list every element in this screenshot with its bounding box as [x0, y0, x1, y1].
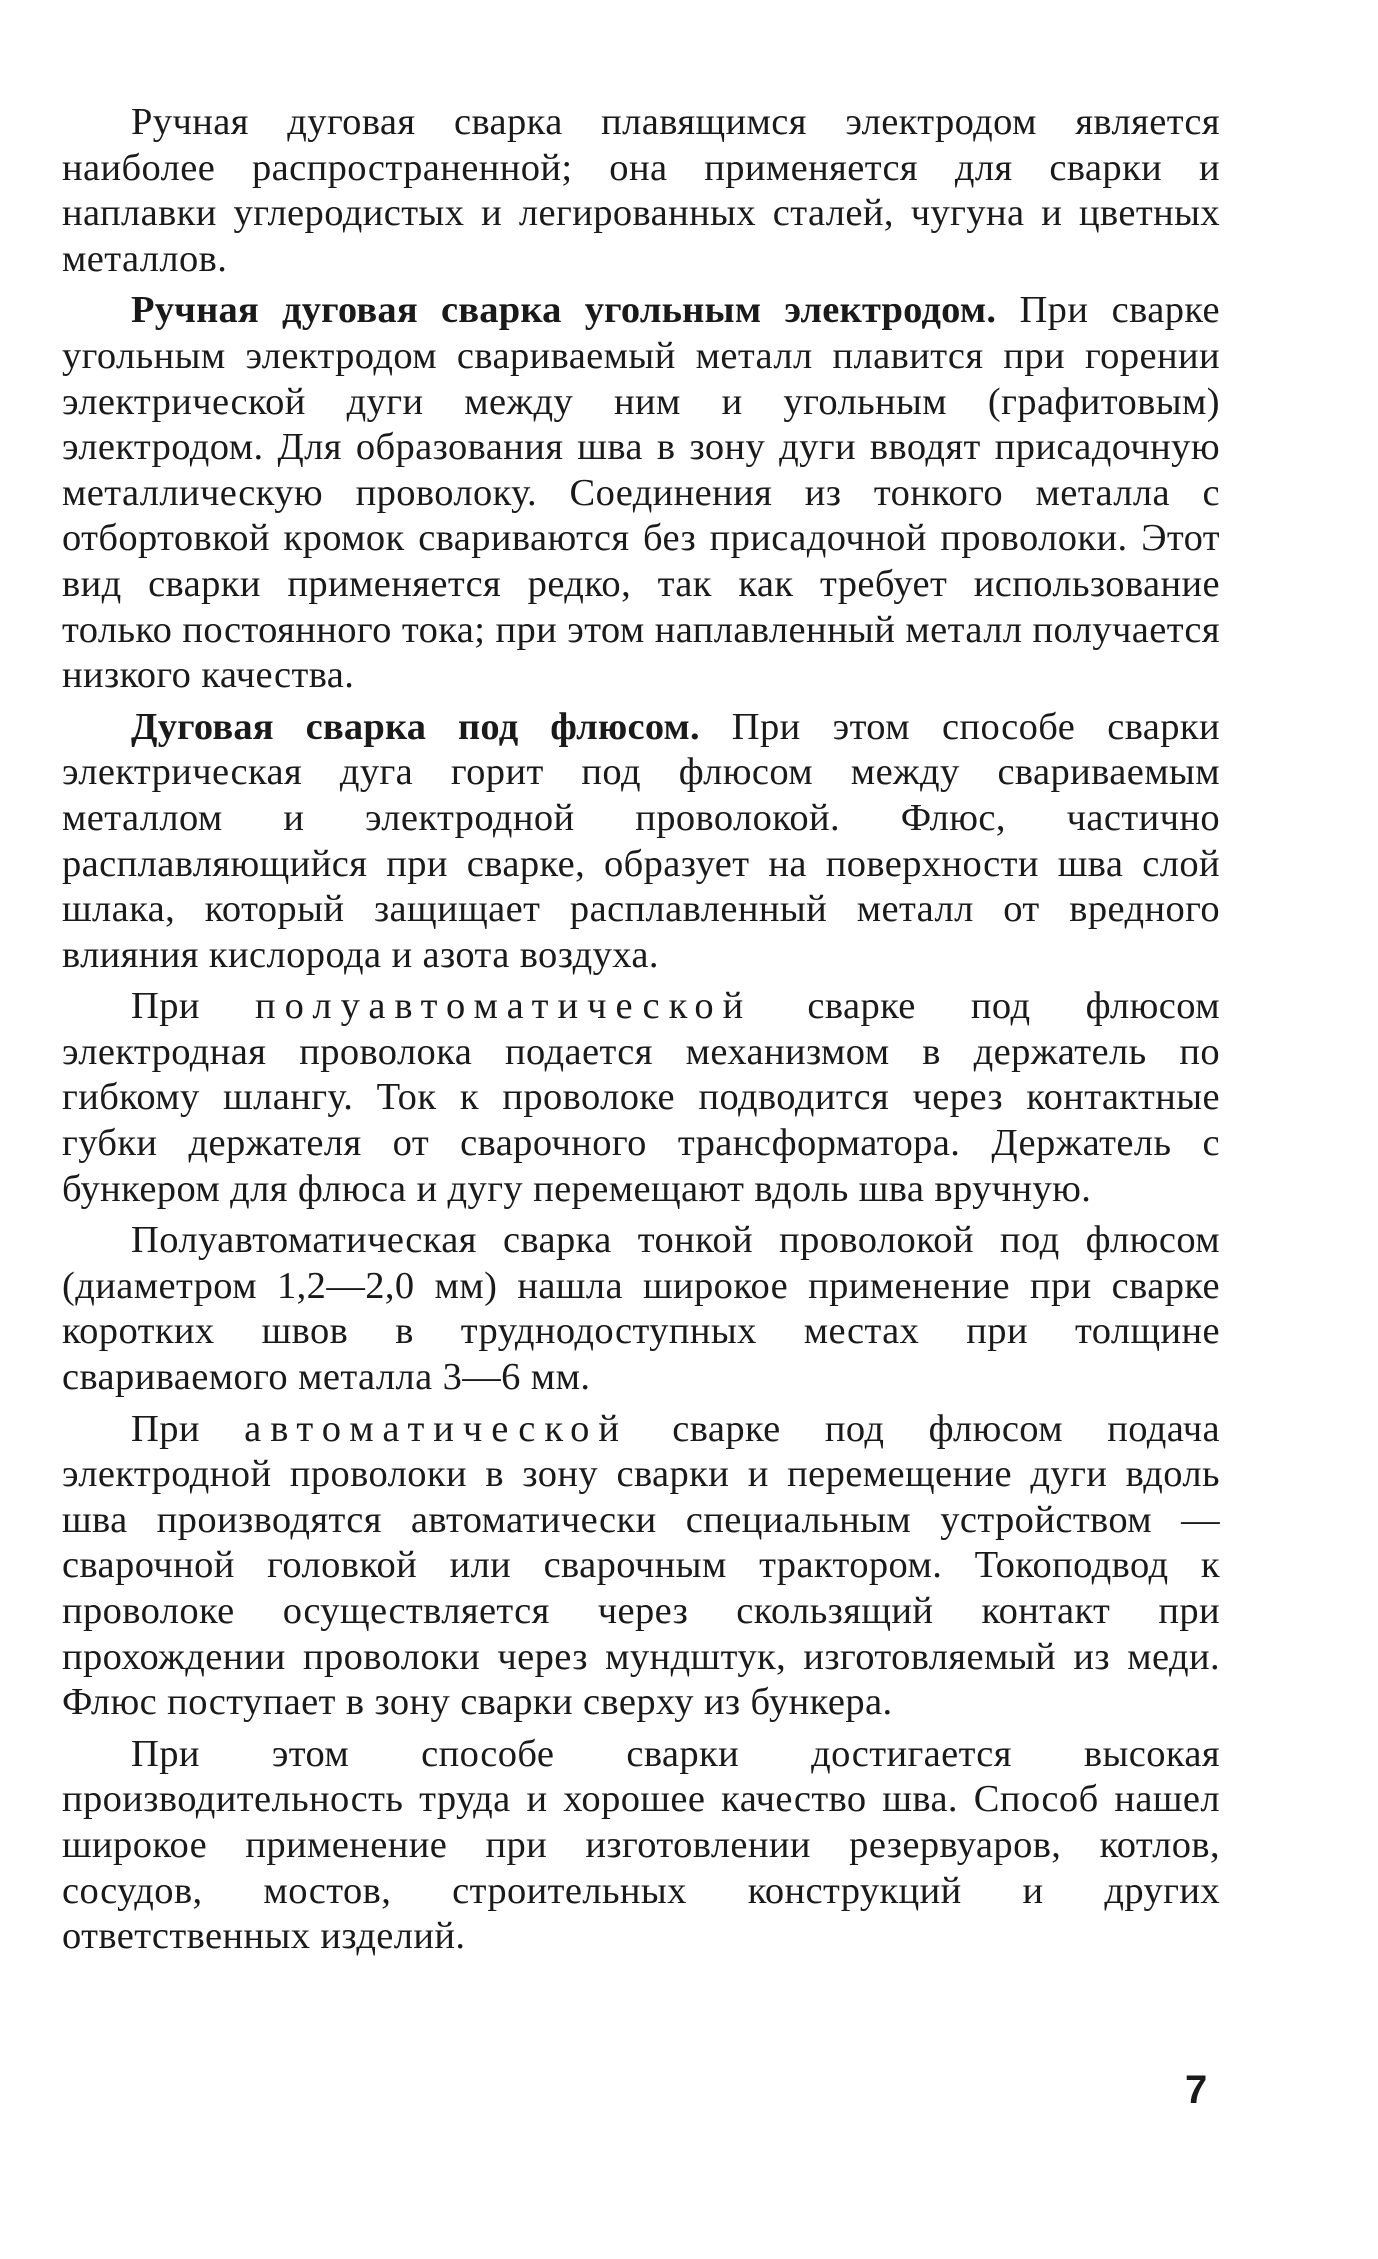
emphasized-term: автоматической: [244, 1407, 628, 1450]
paragraph-text: При этом способе сварки электрическая дуга горит под флюсом между свариваемым металлом и электродной проволокой. Флюс, частично расплавляющийся при сварке, образует на поверхности шва слой шлака, который защищает расплавленный металл от вредного влияния кислорода и азота воздуха.: [62, 705, 1221, 976]
paragraph-text-start: При: [131, 985, 256, 1028]
paragraph-carbon-electrode: [62, 288, 1220, 698]
page-body: [62, 100, 1220, 1966]
paragraph-heading: Дуговая сварка под флюсом.: [131, 705, 700, 748]
paragraph-thin-wire: [62, 1218, 1220, 1400]
paragraph-productivity: [62, 1732, 1220, 1960]
paragraph-text: При этом способе сварки достигается высокая производительность труда и хорошее качество шва. Способ нашел широкое применение при изготовлении резервуаров, котлов, сосудов, мостов, строительных конструкций и других ответственных изделий.: [62, 1732, 1220, 1958]
page-number: 7: [1185, 2068, 1208, 2112]
paragraph-automatic: [62, 1407, 1220, 1726]
paragraph-text: При сварке угольным электродом свариваемый металл плавится при горении электрической дуги между ним и угольным (графитовым) электродом. Для образования шва в зону дуги вводят присадочную металлическую проволоку. Соединения из тонкого металла с отбортовкой кромок свариваются без присадочной проволоки. Этот вид сварки применяется редко, так как требует использование только постоянного тока; при этом наплавленный металл получается низкого качества.: [62, 289, 1220, 697]
paragraph-consumable-electrode: [62, 100, 1220, 282]
emphasized-term: полуавтоматической: [255, 985, 753, 1028]
paragraph-heading: Ручная дуговая сварка угольным электродом.: [131, 289, 997, 332]
paragraph-text: Полуавтоматическая сварка тонкой проволокой под флюсом (диаметром 1,2—2,0 мм) нашла широкое применение при сварке коротких швов в труднодоступных местах при толщине свариваемого металла 3—6 мм.: [62, 1219, 1220, 1399]
paragraph-text-start: При: [131, 1407, 245, 1450]
paragraph-text-end: сварке под флюсом подача электродной проволоки в зону сварки и перемещение дуги вдоль шва производятся автоматически специальным устройством — сварочной головкой или сварочным трактором. Токоподвод к проволоке осуществляется через скользящий контакт при прохождении проволоки через мундштук, изготовляемый из меди. Флюс поступает в зону сварки сверху из бункера.: [62, 1407, 1220, 1724]
paragraph-semiautomatic: [62, 984, 1220, 1212]
paragraph-text-end: сварке под флюсом электродная проволока подается механизмом в держатель по гибкому шлангу. Ток к проволоке подводится через контактные губки держателя от сварочного трансформатора. Держатель с бункером для флюса и дугу перемещают вдоль шва вручную.: [62, 985, 1220, 1210]
paragraph-submerged-arc: [62, 705, 1220, 979]
paragraph-text: Ручная дуговая сварка плавящимся электродом является наиболее распространенной; она применяется для сварки и наплавки углеродистых и легированных сталей, чугуна и цветных металлов.: [62, 101, 1220, 280]
